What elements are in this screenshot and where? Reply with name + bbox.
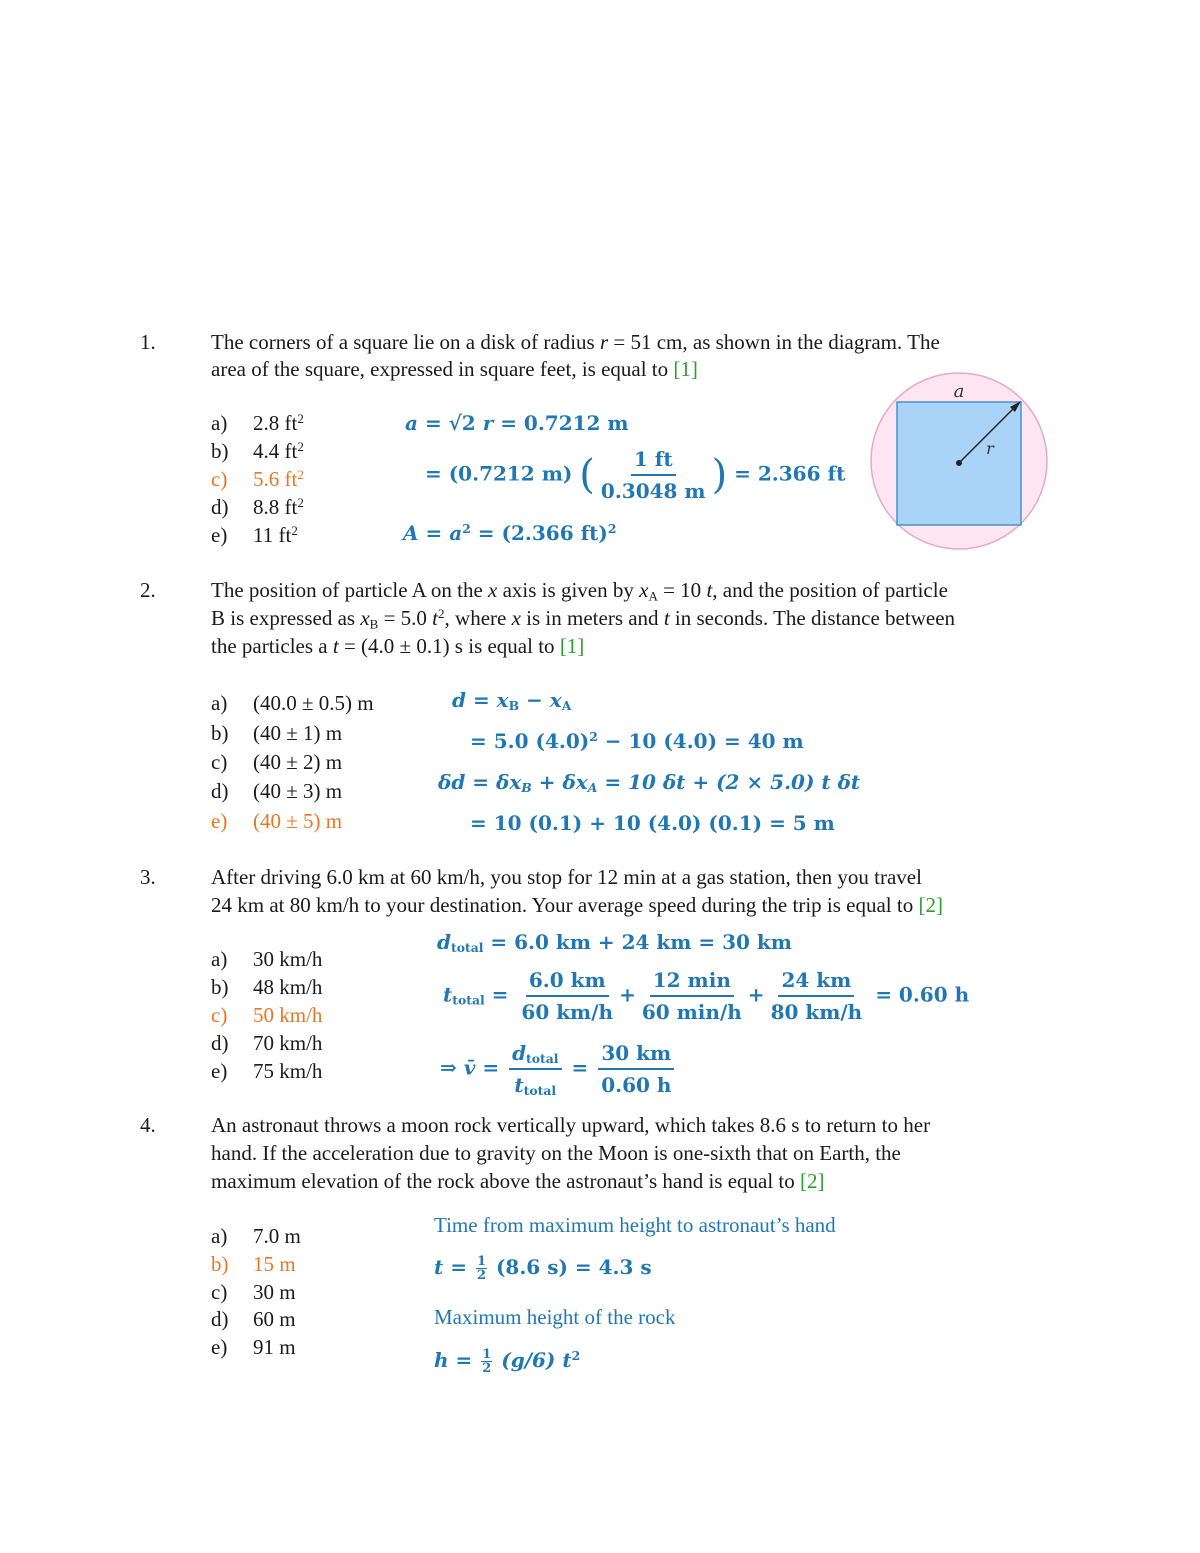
option-d[interactable]: d) 70 km/h bbox=[211, 1031, 323, 1055]
solution-line: $A = a^2 = (2.366$ ft)$^2$ bbox=[403, 521, 617, 545]
points-badge: [1] bbox=[673, 357, 698, 381]
option-a[interactable]: a) 30 km/h bbox=[211, 947, 323, 971]
option-e[interactable]: e) 91 m bbox=[211, 1335, 296, 1359]
option-a[interactable]: a) 2.8 $ft^2$ bbox=[211, 410, 304, 435]
question-text: hand. If the acceleration due to gravity on the Moon is one-sixth that on Earth, the bbox=[211, 1141, 901, 1165]
solution-line: ⇒ v̄ = $\frac{d_{total}}{t_{total}}$ = $\frac{30 km}{0.60 h}$ bbox=[440, 1041, 677, 1097]
question-text: B is expressed as $x_B = 5.0$ $t^2$, where x is in meters and t in seconds. The distance between bbox=[211, 605, 956, 632]
solution-line: = (0.7212 m) ( $\frac{1 ft}{0.3048 m}$ ) = 2.366 ft bbox=[425, 447, 846, 503]
question-text: the particles a t = (4.0 ± 0.1) s is equal to [1] bbox=[211, 634, 585, 658]
option-c-correct[interactable]: c) 50 km/h bbox=[211, 1003, 323, 1027]
solution-line: $\delta d = \delta x_B + \delta x_A = 10$ δt + (2 × 5.0) t δt bbox=[438, 770, 861, 796]
option-d[interactable]: d) 8.8 $ft^2$ bbox=[211, 494, 304, 519]
question-text: area of the square, expressed in square feet, is equal to [1] bbox=[211, 357, 698, 381]
question-text: maximum elevation of the rock above the astronaut’s hand is equal to [2] bbox=[211, 1169, 825, 1193]
question-text: 24 km at 80 km/h to your destination. Your average speed during the trip is equal to [2] bbox=[211, 893, 943, 917]
solution-line: = 5.0 $(4.0)^2 - 10$ (4.0) = 40 m bbox=[470, 729, 804, 753]
points-badge: [2] bbox=[800, 1169, 825, 1193]
solution-line: = 10 (0.1) + 10 (4.0) (0.1) = 5 m bbox=[470, 811, 835, 835]
option-e[interactable]: e) 11 $ft^2$ bbox=[211, 522, 298, 547]
question-text: After driving 6.0 km at 60 km/h, you stop for 12 min at a gas station, then you travel bbox=[211, 865, 922, 889]
solution-line: a = √2 r = 0.7212 m bbox=[405, 411, 629, 435]
center-dot bbox=[956, 460, 962, 466]
option-b[interactable]: b) 48 km/h bbox=[211, 975, 323, 999]
solution-note: Maximum height of the rock bbox=[434, 1305, 676, 1329]
option-e[interactable]: e) 75 km/h bbox=[211, 1059, 323, 1083]
fraction: $\frac{1 ft}{0.3048 m}$ bbox=[600, 447, 706, 503]
option-a[interactable]: a) 7.0 m bbox=[211, 1224, 301, 1248]
solution-line: $d = x_B - x_A$ bbox=[452, 688, 572, 714]
option-c[interactable]: c) (40 ± 2) m bbox=[211, 750, 343, 774]
option-e-correct[interactable]: e) (40 ± 5) m bbox=[211, 809, 343, 833]
option-d[interactable]: d) 60 m bbox=[211, 1307, 296, 1331]
radius-label-r: r bbox=[986, 439, 994, 458]
solution-line: t = $\frac{1}{2}$ (8.6 s) = 4.3 s bbox=[434, 1254, 652, 1283]
solution-line: h = $\frac{1}{2}$ (g/6) $t^2$ bbox=[434, 1347, 581, 1376]
option-c[interactable]: c) 30 m bbox=[211, 1280, 296, 1304]
option-b-correct[interactable]: b) 15 m bbox=[211, 1252, 296, 1276]
question-text: The position of particle A on the x axis is given by $x_A = 10$ t, and the position of particle bbox=[211, 578, 948, 604]
question-number: 1. bbox=[140, 330, 156, 354]
solution-line: $t_{total}$ = $\frac{6.0 km}{60 km/h}$ + $\frac{12 \min}{60 \min/h}$ + $\frac{24 km}{80 km/h}$ = 0.60 h bbox=[443, 968, 970, 1024]
side-label-a: a bbox=[953, 381, 965, 402]
option-d[interactable]: d) (40 ± 3) m bbox=[211, 779, 343, 803]
option-a[interactable]: a) (40.0 ± 0.5) m bbox=[211, 691, 374, 715]
solution-line: $d_{total} = 6.0$ km + 24 km = 30 km bbox=[437, 930, 792, 956]
points-badge: [1] bbox=[559, 634, 585, 658]
question-text: An astronaut throws a moon rock vertically upward, which takes 8.6 s to return to her bbox=[211, 1113, 931, 1137]
square-in-disk-diagram bbox=[866, 372, 1052, 558]
question-number: 4. bbox=[140, 1113, 156, 1137]
option-b[interactable]: b) (40 ± 1) m bbox=[211, 721, 343, 745]
question-number: 3. bbox=[140, 865, 156, 889]
solution-note: Time from maximum height to astronaut’s hand bbox=[434, 1213, 836, 1237]
question-number: 2. bbox=[140, 578, 156, 602]
option-b[interactable]: b) 4.4 $ft^2$ bbox=[211, 438, 304, 463]
option-c-correct[interactable]: c) 5.6 $ft^2$ bbox=[211, 466, 304, 491]
question-text: The corners of a square lie on a disk of radius r = 51 cm, as shown in the diagram. The bbox=[211, 330, 940, 354]
points-badge: [2] bbox=[918, 893, 943, 917]
